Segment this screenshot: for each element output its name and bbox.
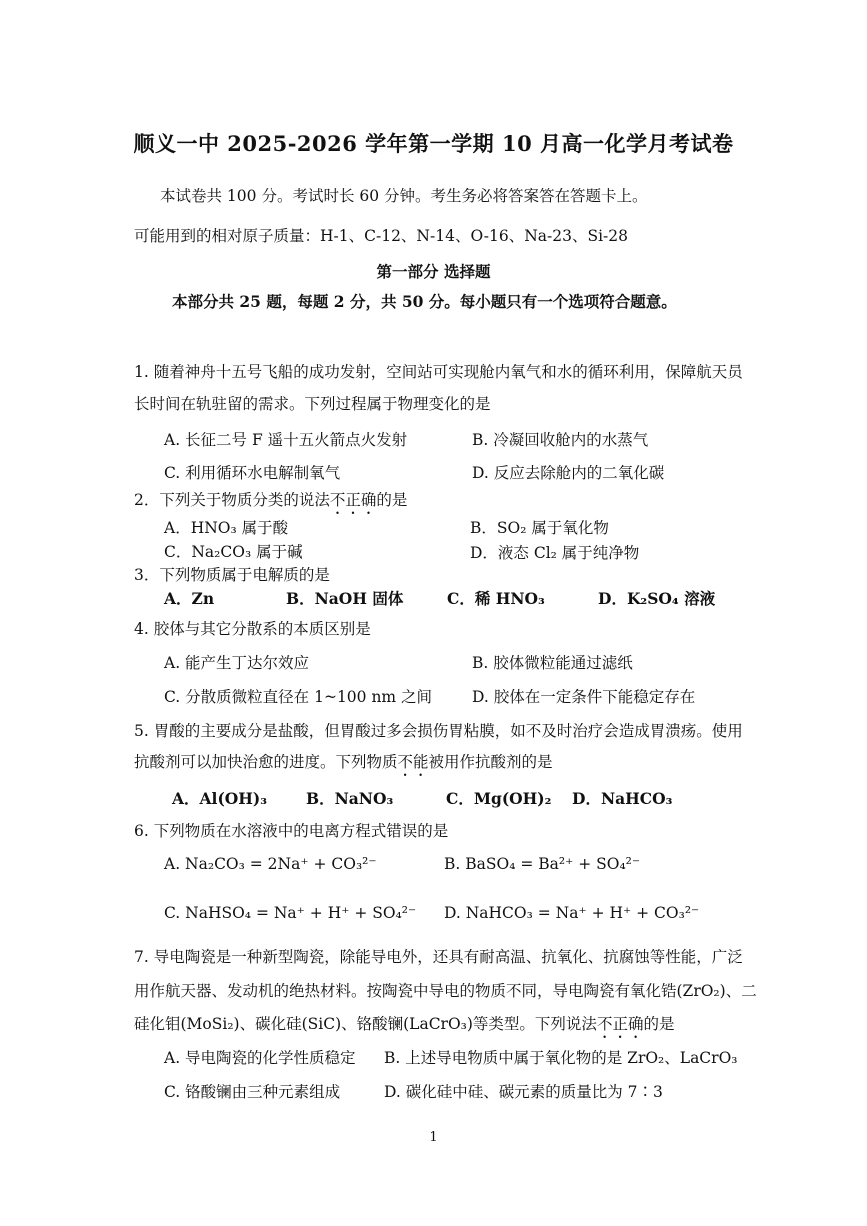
q6-stem: 6. 下列物质在水溶液中的电离方程式错误的是 xyxy=(134,822,449,840)
q1-option-c: C. 利用循环水电解制氧气 xyxy=(164,464,341,482)
q4-option-c: C. 分散质微粒直径在 1~100 nm 之间 xyxy=(164,688,433,706)
q3-option-a: A．Zn xyxy=(164,589,215,608)
q7-stem-post: 的是 xyxy=(643,1015,675,1033)
q5-option-b: B．NaNO₃ xyxy=(306,789,394,808)
page-number: 1 xyxy=(429,1130,438,1145)
exam-title: 顺义一中 2025-2026 学年第一学期 10 月高一化学月考试卷 xyxy=(133,131,734,156)
q2-option-c: C．Na₂CO₃ 属于碱 xyxy=(164,543,303,561)
q4-option-b: B. 胶体微粒能通过滤纸 xyxy=(472,654,633,672)
part1-title: 第一部分 选择题 xyxy=(376,262,491,281)
q2-stem xyxy=(134,488,407,518)
q7-option-d: D. 碳化硅中硅、碳元素的质量比为 7∶3 xyxy=(384,1083,663,1101)
q2-stem-pre: 2．下列关于物质分类的说法 xyxy=(134,491,330,509)
q2-option-d: D．液态 Cl₂ 属于纯净物 xyxy=(470,544,640,562)
q4-stem: 4. 胶体与其它分散系的本质区别是 xyxy=(134,620,371,638)
q5-stem-emphasis: 不能 xyxy=(397,753,429,771)
q5-stem-post: 被用作抗酸剂的是 xyxy=(428,753,553,771)
exam-intro: 本试卷共 100 分。考试时长 60 分钟。考生务必将答案答在答题卡上。 xyxy=(160,187,648,205)
q1-option-b: B. 冷凝回收舱内的水蒸气 xyxy=(472,431,649,449)
q6-option-d: D. NaHCO₃ = Na⁺ + H⁺ + CO₃²⁻ xyxy=(444,904,700,922)
q3-option-d: D．K₂SO₄ 溶液 xyxy=(598,589,716,608)
q7-option-b: B. 上述导电物质中属于氧化物的是 ZrO₂、LaCrO₃ xyxy=(384,1049,738,1067)
q6-option-c: C. NaHSO₄ = Na⁺ + H⁺ + SO₄²⁻ xyxy=(164,904,417,922)
q3-option-b: B．NaOH 固体 xyxy=(286,589,404,608)
q7-stem-pre: 硅化钼(MoSi₂)、碳化硅(SiC)、铬酸镧(LaCrO₃)等类型。下列说法 xyxy=(134,1015,597,1033)
q2-stem-emphasis: 不正确 xyxy=(329,491,377,509)
q4-option-a: A. 能产生丁达尔效应 xyxy=(164,654,310,672)
q6-option-b: B. BaSO₄ = Ba²⁺ + SO₄²⁻ xyxy=(444,855,641,873)
q3-option-c: C．稀 HNO₃ xyxy=(447,589,545,608)
q7-option-c: C. 铬酸镧由三种元素组成 xyxy=(164,1083,341,1101)
q5-option-d: D．NaHCO₃ xyxy=(572,789,673,808)
q5-option-c: C．Mg(OH)₂ xyxy=(446,789,552,808)
atomic-mass-note: 可能用到的相对原子质量：H-1、C-12、N-14、O-16、Na-23、Si-28 xyxy=(134,227,628,245)
q3-stem: 3．下列物质属于电解质的是 xyxy=(134,566,330,584)
q7-option-a: A. 导电陶瓷的化学性质稳定 xyxy=(164,1049,356,1067)
q5-option-a: A．Al(OH)₃ xyxy=(172,789,268,808)
q1-option-d: D. 反应去除舱内的二氧化碳 xyxy=(472,464,665,482)
q5-stem-line1: 5. 胃酸的主要成分是盐酸，但胃酸过多会损伤胃粘膜，如不及时治疗会造成胃溃疡。使用 xyxy=(134,722,743,740)
q7-stem-line3 xyxy=(134,1012,674,1042)
q1-option-a: A. 长征二号 F 遥十五火箭点火发射 xyxy=(164,431,408,449)
q1-stem-line2: 长时间在轨驻留的需求。下列过程属于物理变化的是 xyxy=(134,395,491,413)
part1-description: 本部分共 25 题，每题 2 分，共 50 分。每小题只有一个选项符合题意。 xyxy=(172,292,677,311)
q7-stem-line1: 7. 导电陶瓷是一种新型陶瓷，除能导电外，还具有耐高温、抗氧化、抗腐蚀等性能，广泛 xyxy=(134,948,743,966)
q2-stem-post: 的是 xyxy=(376,491,408,509)
q7-stem-emphasis: 不正确 xyxy=(596,1015,644,1033)
q2-option-b: B．SO₂ 属于氧化物 xyxy=(470,519,609,537)
q1-stem-line1: 1. 随着神舟十五号飞船的成功发射，空间站可实现舱内氧气和水的循环利用，保障航天员 xyxy=(134,363,743,381)
q7-stem-line2: 用作航天器、发动机的绝热材料。按陶瓷中导电的物质不同，导电陶瓷有氧化锆(ZrO₂)、二 xyxy=(134,982,757,1000)
q6-option-a: A. Na₂CO₃ = 2Na⁺ + CO₃²⁻ xyxy=(164,855,377,873)
q5-stem-line2 xyxy=(134,750,553,780)
q2-option-a: A．HNO₃ 属于酸 xyxy=(164,519,289,537)
q4-option-d: D. 胶体在一定条件下能稳定存在 xyxy=(472,688,696,706)
q5-stem-pre: 抗酸剂可以加快治愈的进度。下列物质 xyxy=(134,753,398,771)
